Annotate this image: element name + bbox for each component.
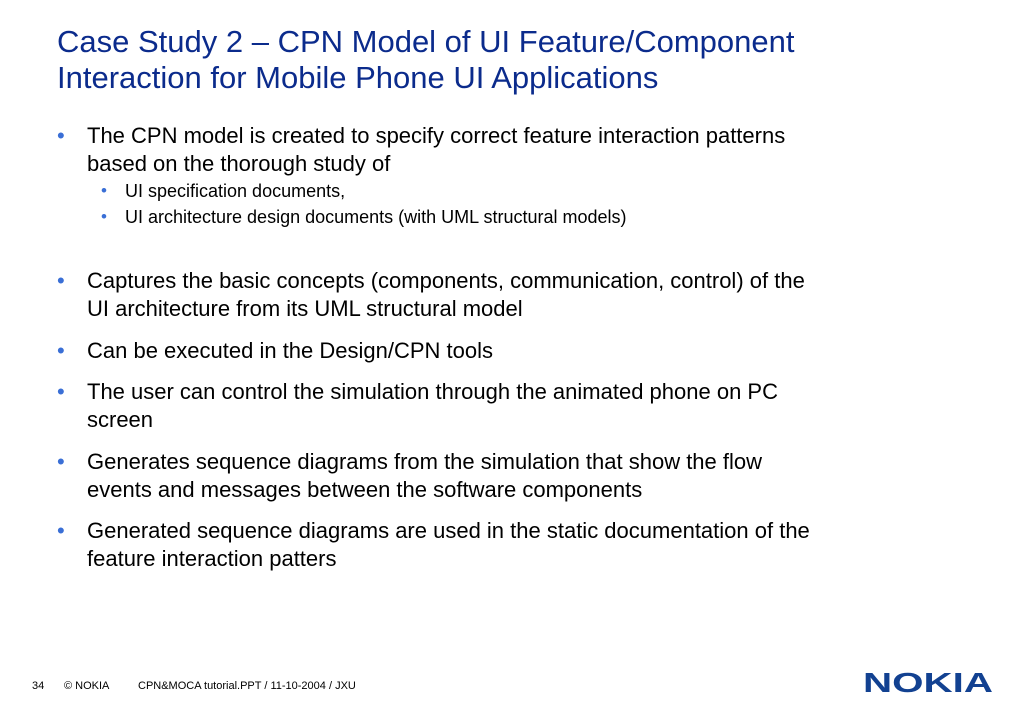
logo-text: NOKIA [863,668,993,696]
bullet-icon: • [57,449,65,474]
bullet-text [87,337,493,365]
page-number: 34 [32,680,45,692]
bullet-line: events and messages between the software components [87,477,643,502]
nokia-logo [862,668,994,696]
sub-bullet-text: UI architecture design documents (with UML structural models) [125,207,627,227]
bullet-line: feature interaction patters [87,546,337,571]
sub-bullet-icon: • [101,181,107,200]
bullet-icon: • [57,518,65,543]
bullet-icon: • [57,379,65,404]
bullet-line: The CPN model is created to specify correct feature interaction patterns [87,123,786,148]
bullet-icon: • [57,268,65,293]
bullet-text [87,267,805,323]
sub-bullet-icon: • [101,207,107,226]
bullet-icon: • [57,123,65,148]
bullet-line: Can be executed in the Design/CPN tools [87,338,494,363]
bullet-icon: • [57,338,65,363]
bullet-text [87,378,778,434]
bullet-text [87,517,810,573]
sub-bullet-text: UI specification documents, [125,181,346,201]
title-line-1: Case Study 2 – CPN Model of UI Feature/Component [57,24,795,59]
file-info: CPN&MOCA tutorial.PPT / 11-10-2004 / JXU [138,680,356,692]
bullet-text [87,448,762,504]
bullet-line: Generated sequence diagrams are used in the static documentation of the [87,518,810,543]
copyright-text: © NOKIA [64,680,110,692]
bullet-text [87,122,785,178]
title-line-2: Interaction for Mobile Phone UI Applications [57,60,659,95]
bullet-line: based on the thorough study of [87,151,391,176]
bullet-line: Captures the basic concepts (components, communication, control) of the [87,268,805,293]
bullet-line: screen [87,407,154,432]
bullet-line: UI architecture from its UML structural model [87,296,523,321]
slide-title [57,24,997,96]
bullet-line: Generates sequence diagrams from the simulation that show the flow [87,449,763,474]
bullet-line: The user can control the simulation through the animated phone on PC [87,379,778,404]
